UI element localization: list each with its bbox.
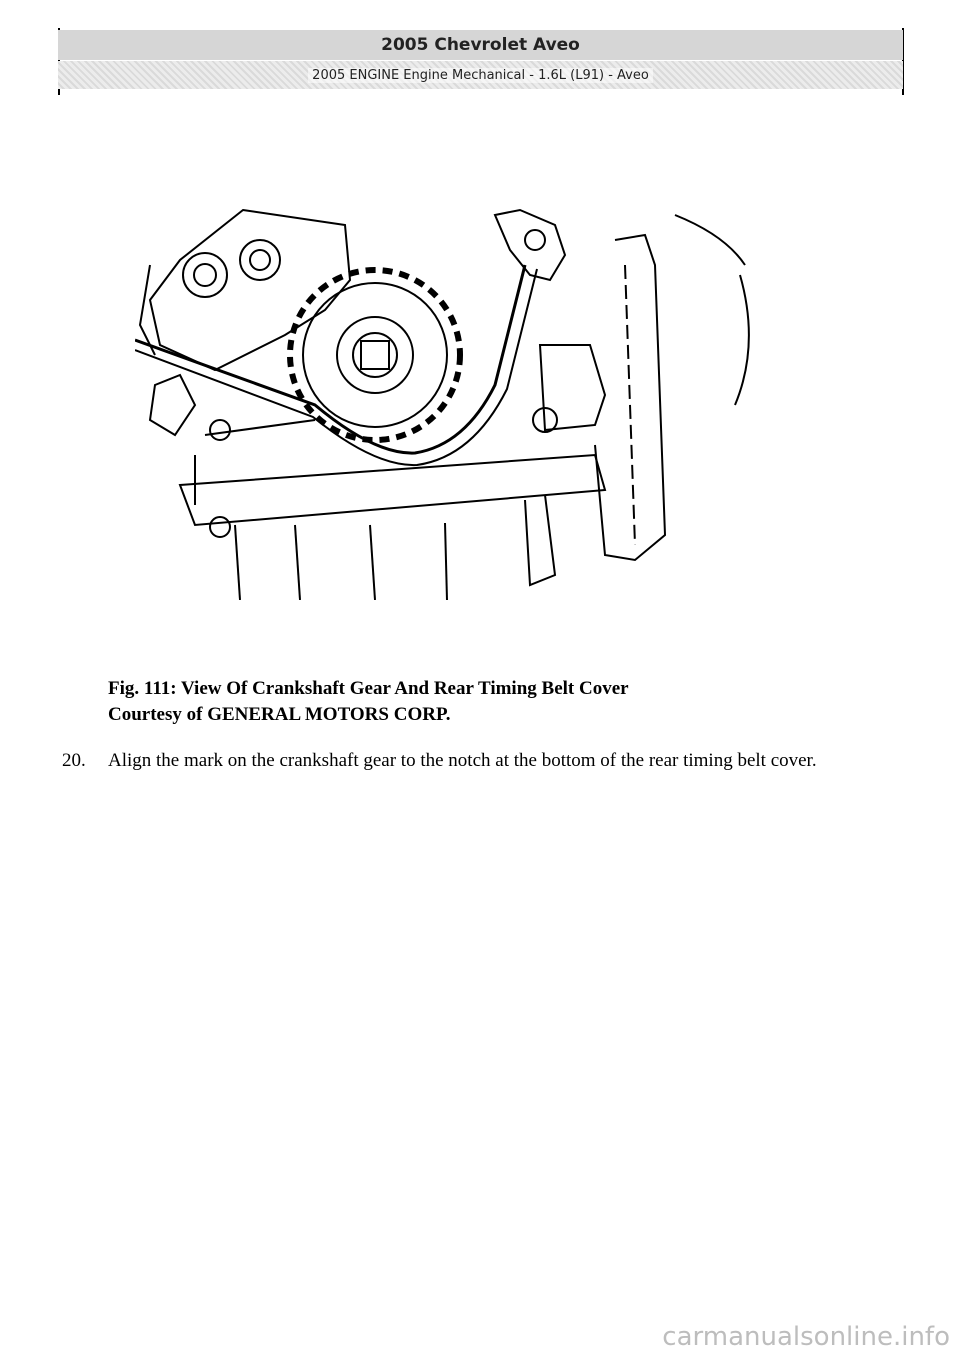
header-subtitle-text: 2005 ENGINE Engine Mechanical - 1.6L (L91) - Aveo <box>308 68 653 83</box>
header-title: 2005 Chevrolet Aveo <box>58 30 903 60</box>
crankshaft-gear-illustration <box>135 205 760 600</box>
site-watermark: carmanualsonline.info <box>662 1322 950 1352</box>
sprocket-outline <box>290 270 460 440</box>
figure-caption-title: Fig. 111: View Of Crankshaft Gear And Rear Timing Belt Cover <box>108 678 629 699</box>
figure-caption-credit: Courtesy of GENERAL MOTORS CORP. <box>108 704 451 725</box>
step-text: Align the mark on the crankshaft gear to the notch at the bottom of the rear timing belt cover. <box>108 750 817 771</box>
step-number: 20. <box>62 750 86 771</box>
procedure-step <box>62 748 892 774</box>
header-subtitle <box>58 61 903 89</box>
figure-caption <box>108 676 868 728</box>
